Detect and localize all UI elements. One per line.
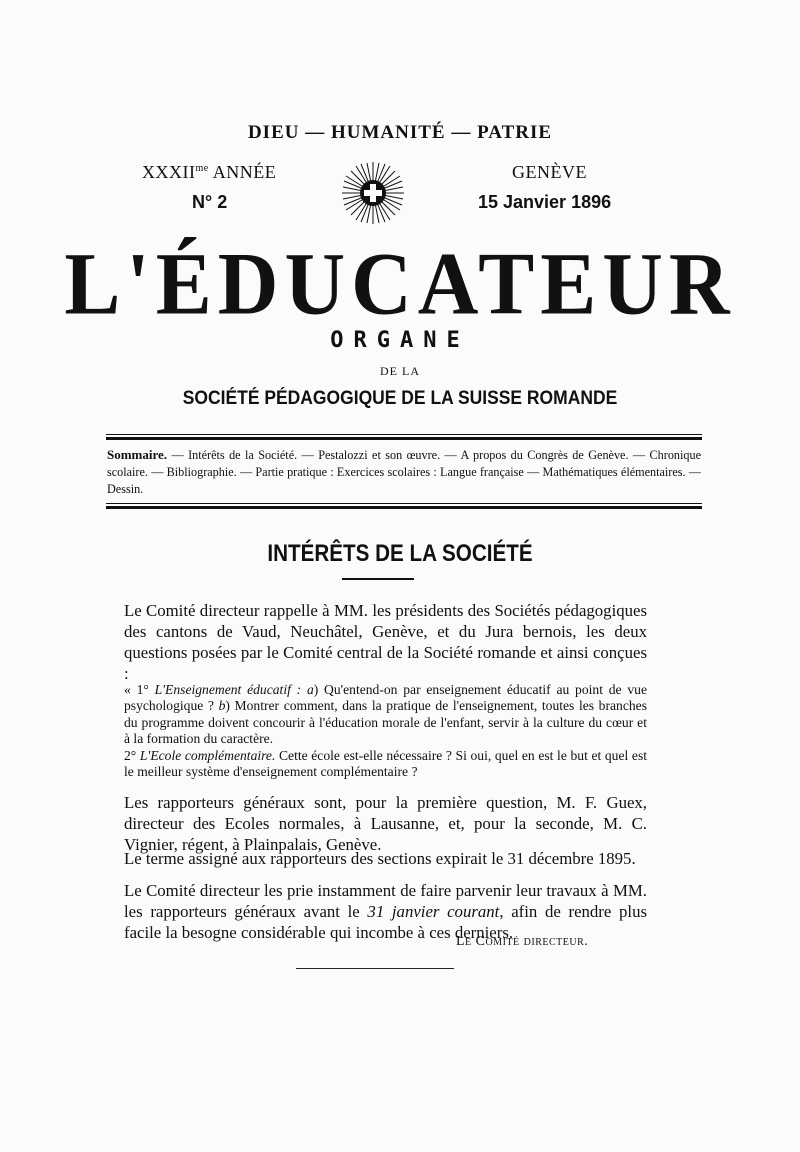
question-2 xyxy=(124,748,647,781)
summary-text: — Intérêts de la Société. — Pestalozzi et son œuvre. — A propos du Congrès de Genève. — Chronique scolaire. — Bibliographie. — Partie pratique : Exercices scolaires : Langue française — Mathématiques élémentaires. — Dessin. xyxy=(107,448,701,496)
year-sup: me xyxy=(195,163,209,174)
signature: Le Comité directeur. xyxy=(456,934,589,949)
q1-title: L'Enseignement éducatif : a xyxy=(154,682,314,697)
city: GENÈVE xyxy=(512,162,587,182)
year-prefix: XXXII xyxy=(142,162,196,182)
q2-prefix: 2° xyxy=(124,748,140,763)
end-rule xyxy=(296,968,454,969)
paragraph-3: Le terme assigné aux rapporteurs des sections expirait le 31 décembre 1895. xyxy=(124,849,636,868)
rule-thin-bottom xyxy=(106,503,702,504)
rule-thin-top xyxy=(106,434,702,435)
society-name: SOCIÉTÉ PÉDAGOGIQUE DE LA SUISSE ROMANDE xyxy=(182,388,618,409)
issue-number: N° 2 xyxy=(192,192,228,212)
q2-text: Cette école est-elle nécessaire ? Si oui, quel en est le but et quel est le meilleur système d'enseignement complémentaire ? xyxy=(124,748,648,780)
paragraph-1: Le Comité directeur rappelle à MM. les présidents des Sociétés pédagogiques des cantons de Vaud, Neuchâtel, Genève, et du Jura bernois, les deux questions posées par le Comité central de la Société romande et ainsi conçues : xyxy=(124,601,647,683)
q2-title: L'Ecole complémentaire. xyxy=(139,748,276,763)
year-suffix: ANNÉE xyxy=(208,162,277,182)
q1-prefix: « 1° xyxy=(124,682,155,697)
p4-deadline: 31 janvier courant xyxy=(367,902,500,921)
issue-date: 15 Janvier 1896 xyxy=(478,192,612,212)
motto: DIEU — HUMANITÉ — PATRIE xyxy=(247,122,553,143)
p4-text-a: Le Comité directeur les prie instamment de faire parvenir leur travaux à MM. les rapporteurs généraux avant le xyxy=(124,881,647,921)
heading-rule xyxy=(342,578,414,580)
rule-thick-bottom xyxy=(106,506,702,509)
de-la-label: DE LA xyxy=(380,364,420,378)
summary xyxy=(107,446,701,498)
swiss-cross-emblem-icon xyxy=(340,160,406,226)
year-label xyxy=(142,162,276,183)
q1-text-a: ) Qu'entend-on par enseignement éducatif au point de vue psychologique ? xyxy=(124,682,647,714)
q1-text-b: ) Montrer comment, dans la pratique de l'enseignement, toutes les branches du programme doivent concourir à l'éducation morale de l'enfant, servir à la culture du cœur et à la formation du caractère. xyxy=(124,698,647,747)
journal-title: L'ÉDUCATEUR xyxy=(64,235,736,334)
p4-text-b: , afin de rendre plus facile la besogne considérable qui incombe à ces derniers. xyxy=(124,902,647,942)
rule-thick-top xyxy=(106,437,702,440)
summary-label: Sommaire. xyxy=(107,447,168,462)
q1-b: b xyxy=(218,698,226,714)
organ-label: ORGANE xyxy=(330,328,470,353)
question-1 xyxy=(124,682,647,748)
paragraph-2: Les rapporteurs généraux sont, pour la première question, M. F. Guex, directeur des Ecoles normales, à Lausanne, et, pour la seconde, M. C. Vignier, régent, à Plainpalais, Genève. xyxy=(124,793,647,854)
article-heading: INTÉRÊTS DE LA SOCIÉTÉ xyxy=(267,540,533,567)
